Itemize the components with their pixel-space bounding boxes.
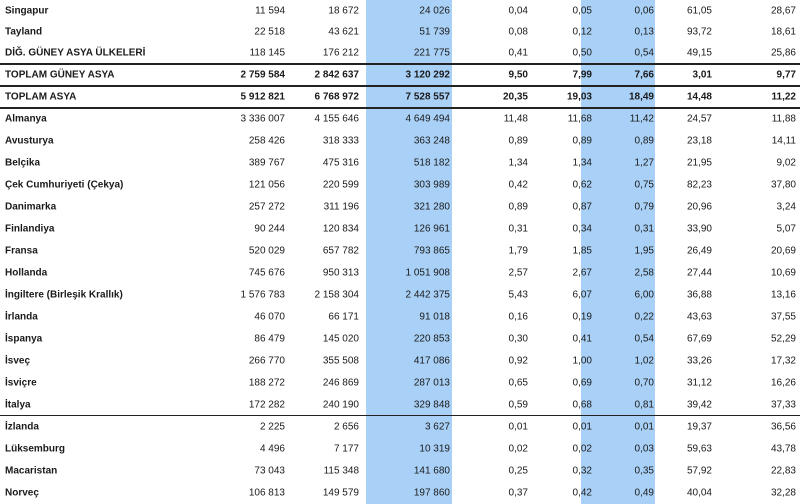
cell-col-5: 1,34	[572, 157, 592, 169]
row-label: DİĞ. GÜNEY ASYA ÜLKELERİ	[5, 47, 146, 59]
cell-col-6: 0,79	[634, 201, 654, 213]
cell-col-6: 18,49	[628, 91, 654, 103]
cell-col-5: 6,07	[572, 289, 592, 301]
cell-col-7: 93,72	[686, 26, 712, 38]
row-label: TOPLAM GÜNEY ASYA	[5, 69, 115, 81]
row-label: İngiltere (Birleşik Krallık)	[5, 289, 123, 301]
table-row	[0, 284, 800, 306]
cell-col-6: 0,75	[634, 179, 654, 191]
cell-col-8: 20,69	[770, 245, 796, 257]
table-row	[0, 218, 800, 240]
cell-col-2: 246 869	[322, 377, 359, 389]
cell-col-4: 0,30	[508, 333, 528, 345]
cell-col-7: 21,95	[686, 157, 712, 169]
cell-col-2: 145 020	[322, 333, 359, 345]
cell-col-8: 43,78	[770, 443, 796, 455]
cell-col-4: 20,35	[502, 91, 528, 103]
cell-col-4: 0,08	[508, 26, 528, 38]
table-row	[0, 306, 800, 328]
cell-col-8: 5,07	[776, 223, 796, 235]
cell-col-3: 10 319	[419, 443, 450, 455]
cell-col-1: 520 029	[248, 245, 285, 257]
cell-col-6: 1,95	[634, 245, 654, 257]
cell-col-3: 303 989	[413, 179, 450, 191]
table-row	[0, 21, 800, 43]
cell-col-3: 220 853	[413, 333, 450, 345]
cell-col-2: 475 316	[322, 157, 359, 169]
cell-col-4: 0,31	[508, 223, 528, 235]
cell-col-2: 2 158 304	[314, 289, 359, 301]
cell-col-4: 0,25	[508, 465, 528, 477]
row-label: Macaristan	[5, 465, 58, 477]
cell-col-3: 3 627	[424, 421, 450, 433]
row-label: Avusturya	[5, 135, 54, 147]
cell-col-6: 0,06	[634, 5, 654, 17]
table-row	[0, 86, 800, 108]
row-label: Singapur	[5, 5, 49, 17]
cell-col-5: 0,68	[572, 399, 592, 411]
cell-col-7: 33,90	[686, 223, 712, 235]
cell-col-4: 0,16	[508, 311, 528, 323]
cell-col-3: 126 961	[413, 223, 450, 235]
cell-col-4: 11,48	[503, 113, 528, 125]
cell-col-6: 7,66	[634, 69, 654, 81]
cell-col-1: 121 056	[248, 179, 285, 191]
cell-col-3: 197 860	[413, 487, 450, 499]
cell-col-7: 33,26	[686, 355, 712, 367]
cell-col-5: 1,00	[572, 355, 592, 367]
cell-col-3: 417 086	[413, 355, 450, 367]
cell-col-2: 149 579	[322, 487, 359, 499]
cell-col-8: 36,56	[770, 421, 796, 433]
cell-col-3: 518 182	[413, 157, 450, 169]
cell-col-1: 22 518	[254, 26, 285, 38]
cell-col-7: 36,88	[686, 289, 712, 301]
cell-col-8: 52,29	[770, 333, 796, 345]
cell-col-4: 0,04	[508, 5, 528, 17]
cell-col-1: 2 225	[259, 421, 285, 433]
cell-col-8: 22,83	[770, 465, 796, 477]
table-row	[0, 240, 800, 262]
cell-col-1: 11 594	[255, 5, 285, 17]
row-label: Çek Cumhuriyeti (Çekya)	[5, 179, 124, 191]
row-label: Hollanda	[5, 267, 48, 279]
table-row	[0, 108, 800, 130]
cell-col-7: 20,96	[686, 201, 712, 213]
cell-col-6: 11,42	[629, 113, 654, 125]
cell-col-3: 2 442 375	[405, 289, 450, 301]
cell-col-5: 0,01	[572, 421, 592, 433]
cell-col-2: 115 348	[323, 465, 359, 477]
table-row	[0, 152, 800, 174]
row-label: Belçika	[5, 157, 41, 169]
cell-col-7: 49,15	[686, 47, 712, 59]
cell-col-3: 7 528 557	[405, 91, 450, 103]
cell-col-7: 19,37	[686, 421, 712, 433]
cell-col-5: 1,85	[572, 245, 592, 257]
cell-col-3: 1 051 908	[405, 267, 450, 279]
cell-col-5: 0,41	[572, 333, 592, 345]
table-row	[0, 416, 800, 438]
cell-col-6: 0,03	[634, 443, 654, 455]
cell-col-5: 0,34	[572, 223, 592, 235]
cell-col-8: 9,02	[776, 157, 796, 169]
cell-col-3: 91 018	[419, 311, 450, 323]
cell-col-5: 0,19	[572, 311, 592, 323]
cell-col-3: 329 848	[413, 399, 450, 411]
cell-col-6: 0,31	[634, 223, 654, 235]
row-label: İtalya	[5, 399, 31, 411]
row-label: TOPLAM ASYA	[5, 91, 77, 103]
cell-col-8: 17,32	[770, 355, 796, 367]
cell-col-6: 0,13	[634, 26, 654, 38]
cell-col-1: 2 759 584	[240, 69, 285, 81]
table-row	[0, 438, 800, 460]
cell-col-3: 4 649 494	[405, 113, 450, 125]
cell-col-7: 14,48	[686, 91, 712, 103]
cell-col-4: 0,65	[508, 377, 528, 389]
cell-col-3: 24 026	[419, 5, 450, 17]
cell-col-6: 0,70	[634, 377, 654, 389]
cell-col-2: 2 656	[333, 421, 359, 433]
cell-col-1: 188 272	[248, 377, 285, 389]
cell-col-4: 0,89	[508, 201, 528, 213]
cell-col-4: 1,79	[508, 245, 528, 257]
table-row	[0, 174, 800, 196]
cell-col-8: 18,61	[770, 26, 796, 38]
table-row	[0, 130, 800, 152]
cell-col-6: 6,00	[634, 289, 654, 301]
cell-col-4: 9,50	[508, 69, 528, 81]
separator-line	[0, 63, 800, 65]
cell-col-5: 2,67	[572, 267, 592, 279]
cell-col-8: 9,77	[776, 69, 796, 81]
cell-col-2: 950 313	[322, 267, 359, 279]
row-label: Finlandiya	[5, 223, 55, 235]
cell-col-7: 61,05	[686, 5, 712, 17]
cell-col-6: 0,01	[634, 421, 654, 433]
cell-col-3: 793 865	[413, 245, 450, 257]
cell-col-1: 1 576 783	[240, 289, 285, 301]
cell-col-6: 2,58	[634, 267, 654, 279]
row-label: Fransa	[5, 245, 38, 257]
cell-col-2: 6 768 972	[314, 91, 359, 103]
cell-col-5: 0,02	[572, 443, 592, 455]
cell-col-3: 363 248	[413, 135, 450, 147]
cell-col-4: 1,34	[508, 157, 528, 169]
separator-line	[0, 415, 800, 416]
cell-col-1: 73 043	[254, 465, 285, 477]
cell-col-8: 14,11	[771, 135, 796, 147]
cell-col-1: 5 912 821	[240, 91, 285, 103]
cell-col-3: 51 739	[419, 26, 450, 38]
cell-col-8: 11,88	[771, 113, 796, 125]
cell-col-5: 0,87	[572, 201, 592, 213]
row-label: İsveç	[5, 355, 31, 367]
cell-col-3: 321 280	[413, 201, 450, 213]
cell-col-2: 4 155 646	[314, 113, 359, 125]
cell-col-5: 11,68	[567, 113, 592, 125]
row-label: İsviçre	[5, 377, 37, 389]
cell-col-4: 0,59	[508, 399, 528, 411]
table-row	[0, 460, 800, 482]
cell-col-7: 27,44	[686, 267, 712, 279]
cell-col-3: 3 120 292	[405, 69, 450, 81]
cell-col-2: 176 212	[322, 47, 359, 59]
cell-col-7: 39,42	[686, 399, 712, 411]
cell-col-7: 40,04	[686, 487, 712, 499]
cell-col-5: 0,42	[572, 487, 592, 499]
cell-col-8: 3,24	[776, 201, 796, 213]
cell-col-1: 389 767	[248, 157, 285, 169]
table-row	[0, 372, 800, 394]
cell-col-2: 43 621	[328, 26, 359, 38]
cell-col-4: 2,57	[508, 267, 528, 279]
cell-col-2: 2 842 637	[314, 69, 359, 81]
cell-col-6: 0,54	[634, 47, 654, 59]
cell-col-4: 0,37	[508, 487, 528, 499]
cell-col-5: 0,69	[572, 377, 592, 389]
row-label: Almanya	[5, 113, 47, 125]
row-label: Norveç	[5, 487, 39, 499]
cell-col-1: 90 244	[254, 223, 285, 235]
cell-col-7: 26,49	[686, 245, 712, 257]
table-row	[0, 42, 800, 64]
cell-col-6: 0,81	[634, 399, 654, 411]
cell-col-2: 18 672	[328, 5, 359, 17]
cell-col-8: 11,22	[771, 91, 796, 103]
cell-col-1: 257 272	[248, 201, 285, 213]
cell-col-7: 3,01	[692, 69, 712, 81]
cell-col-6: 0,22	[634, 311, 654, 323]
cell-col-1: 118 145	[249, 47, 285, 59]
cell-col-7: 67,69	[686, 333, 712, 345]
cell-col-3: 221 775	[413, 47, 450, 59]
table-row	[0, 328, 800, 350]
row-label: İrlanda	[5, 311, 38, 323]
cell-col-8: 37,80	[770, 179, 796, 191]
cell-col-7: 43,63	[686, 311, 712, 323]
cell-col-8: 16,26	[770, 377, 796, 389]
cell-col-1: 3 336 007	[240, 113, 285, 125]
cell-col-4: 0,92	[508, 355, 528, 367]
cell-col-1: 745 676	[248, 267, 285, 279]
cell-col-4: 0,89	[508, 135, 528, 147]
cell-col-7: 24,57	[686, 113, 712, 125]
cell-col-1: 4 496	[259, 443, 285, 455]
row-label: Lüksemburg	[5, 443, 66, 455]
cell-col-5: 0,89	[572, 135, 592, 147]
cell-col-1: 172 282	[248, 399, 285, 411]
cell-col-4: 0,01	[508, 421, 528, 433]
table-row	[0, 482, 800, 504]
cell-col-7: 23,18	[686, 135, 712, 147]
cell-col-8: 37,33	[770, 399, 796, 411]
cell-col-3: 141 680	[413, 465, 450, 477]
cell-col-4: 0,42	[508, 179, 528, 191]
cell-col-1: 106 813	[248, 487, 285, 499]
cell-col-4: 0,41	[508, 47, 528, 59]
cell-col-8: 32,28	[770, 487, 796, 499]
row-label: Danimarka	[5, 201, 57, 213]
cell-col-5: 0,12	[572, 26, 592, 38]
cell-col-6: 1,02	[634, 355, 654, 367]
table-row	[0, 196, 800, 218]
cell-col-5: 0,50	[572, 47, 592, 59]
cell-col-2: 66 171	[328, 311, 359, 323]
cell-col-7: 82,23	[686, 179, 712, 191]
cell-col-5: 19,03	[566, 91, 592, 103]
cell-col-7: 31,12	[686, 377, 712, 389]
cell-col-6: 0,54	[634, 333, 654, 345]
separator-line	[0, 85, 800, 87]
cell-col-5: 7,99	[572, 69, 592, 81]
row-label: İzlanda	[5, 421, 39, 433]
cell-col-1: 266 770	[248, 355, 285, 367]
cell-col-4: 0,02	[508, 443, 528, 455]
cell-col-6: 1,27	[634, 157, 654, 169]
cell-col-6: 0,89	[634, 135, 654, 147]
cell-col-3: 287 013	[413, 377, 450, 389]
cell-col-8: 13,16	[770, 289, 796, 301]
cell-col-8: 37,55	[770, 311, 796, 323]
cell-col-5: 0,32	[572, 465, 592, 477]
cell-col-4: 5,43	[508, 289, 528, 301]
cell-col-1: 258 426	[248, 135, 285, 147]
cell-col-8: 28,67	[770, 5, 796, 17]
cell-col-2: 657 782	[322, 245, 359, 257]
cell-col-2: 220 599	[322, 179, 359, 191]
cell-col-7: 57,92	[686, 465, 712, 477]
cell-col-8: 25,86	[770, 47, 796, 59]
cell-col-2: 311 196	[323, 201, 359, 213]
cell-col-7: 59,63	[686, 443, 712, 455]
cell-col-2: 240 190	[322, 399, 359, 411]
row-label: İspanya	[5, 333, 43, 345]
row-label: Tayland	[5, 26, 43, 38]
cell-col-5: 0,05	[572, 5, 592, 17]
cell-col-8: 10,69	[770, 267, 796, 279]
table-row	[0, 394, 800, 416]
table-row	[0, 262, 800, 284]
cell-col-1: 46 070	[254, 311, 285, 323]
cell-col-2: 120 834	[322, 223, 359, 235]
cell-col-6: 0,35	[634, 465, 654, 477]
cell-col-2: 355 508	[322, 355, 359, 367]
cell-col-6: 0,49	[634, 487, 654, 499]
table-row	[0, 350, 800, 372]
cell-col-2: 7 177	[333, 443, 359, 455]
table-row	[0, 64, 800, 86]
cell-col-2: 318 333	[322, 135, 359, 147]
separator-line	[0, 107, 800, 109]
cell-col-1: 86 479	[254, 333, 285, 345]
cell-col-5: 0,62	[572, 179, 592, 191]
table-row	[0, 0, 800, 22]
